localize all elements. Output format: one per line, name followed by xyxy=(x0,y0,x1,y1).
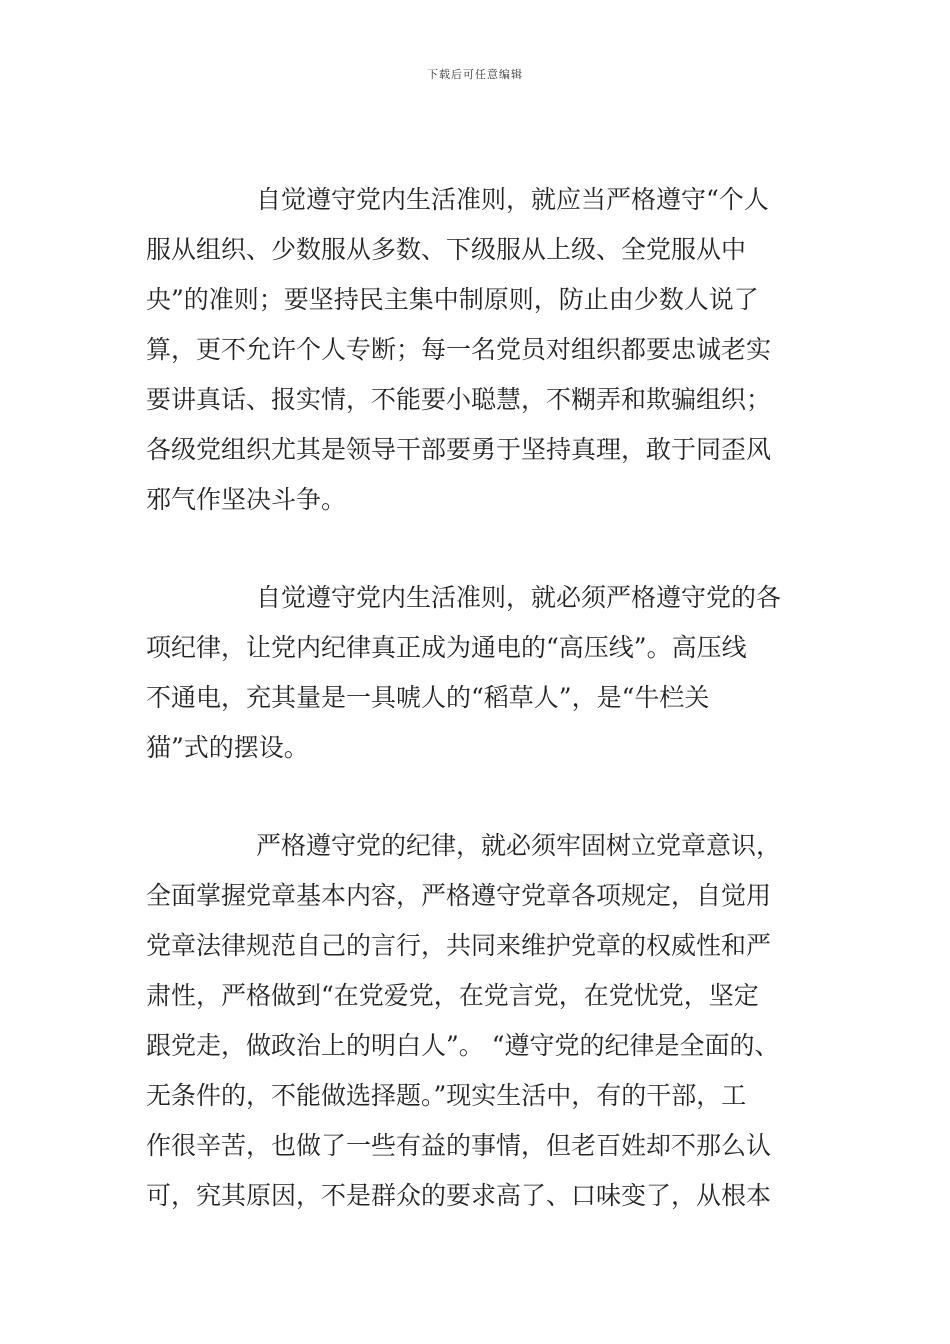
paragraph-line: 算，更不允许个人专断；每一名党员对组织都要忠诚老实 xyxy=(146,335,772,364)
paragraph-line: 跟党走，做政治上的明白人”。 “遵守党的纪律是全面的、 xyxy=(146,1031,780,1060)
paragraph-line: 邪气作坚决斗争。 xyxy=(146,485,347,514)
paragraph-line: 作很辛苦，也做了一些有益的事情，但老百姓却不那么认 xyxy=(146,1131,772,1160)
paragraph-line: 要讲真话、报实情，不能要小聪慧，不糊弄和欺骗组织； xyxy=(146,385,772,414)
paragraph-line: 严格遵守党的纪律，就必须牢固树立党章意识， xyxy=(256,831,782,860)
page-header: 下载后可任意编辑 xyxy=(427,68,523,81)
paragraph-line: 可，究其原因，不是群众的要求高了、口味变了，从根本 xyxy=(146,1181,772,1210)
paragraph-line: 项纪律，让党内纪律真正成为通电的“高压线”。高压线 xyxy=(146,633,747,662)
paragraph-line: 服从组织、少数服从多数、下级服从上级、全党服从中 xyxy=(146,235,747,264)
paragraph-line: 党章法律规范自己的言行，共同来维护党章的权威性和严 xyxy=(146,931,772,960)
paragraph-line: 无条件的，不能做选择题。”现实生活中，有的干部，工 xyxy=(146,1081,747,1110)
paragraph-line: 自觉遵守党内生活准则，就必须严格遵守党的各 xyxy=(256,583,782,612)
paragraph-line: 自觉遵守党内生活准则，就应当严格遵守“个人 xyxy=(256,185,769,214)
paragraph-line: 肃性，严格做到“在党爱党，在党言党，在党忧党，坚定 xyxy=(146,981,759,1010)
paragraph-line: 各级党组织尤其是领导干部要勇于坚持真理，敢于同歪风 xyxy=(146,435,772,464)
paragraph-line: 央”的准则；要坚持民主集中制原则，防止由少数人说了 xyxy=(146,285,759,314)
paragraph-line: 不通电，充其量是一具唬人的“稻草人”，是“牛栏关 xyxy=(146,683,710,712)
paragraph-line: 全面掌握党章基本内容，严格遵守党章各项规定，自觉用 xyxy=(146,881,772,910)
paragraph-line: 猫”式的摆设。 xyxy=(146,733,309,762)
